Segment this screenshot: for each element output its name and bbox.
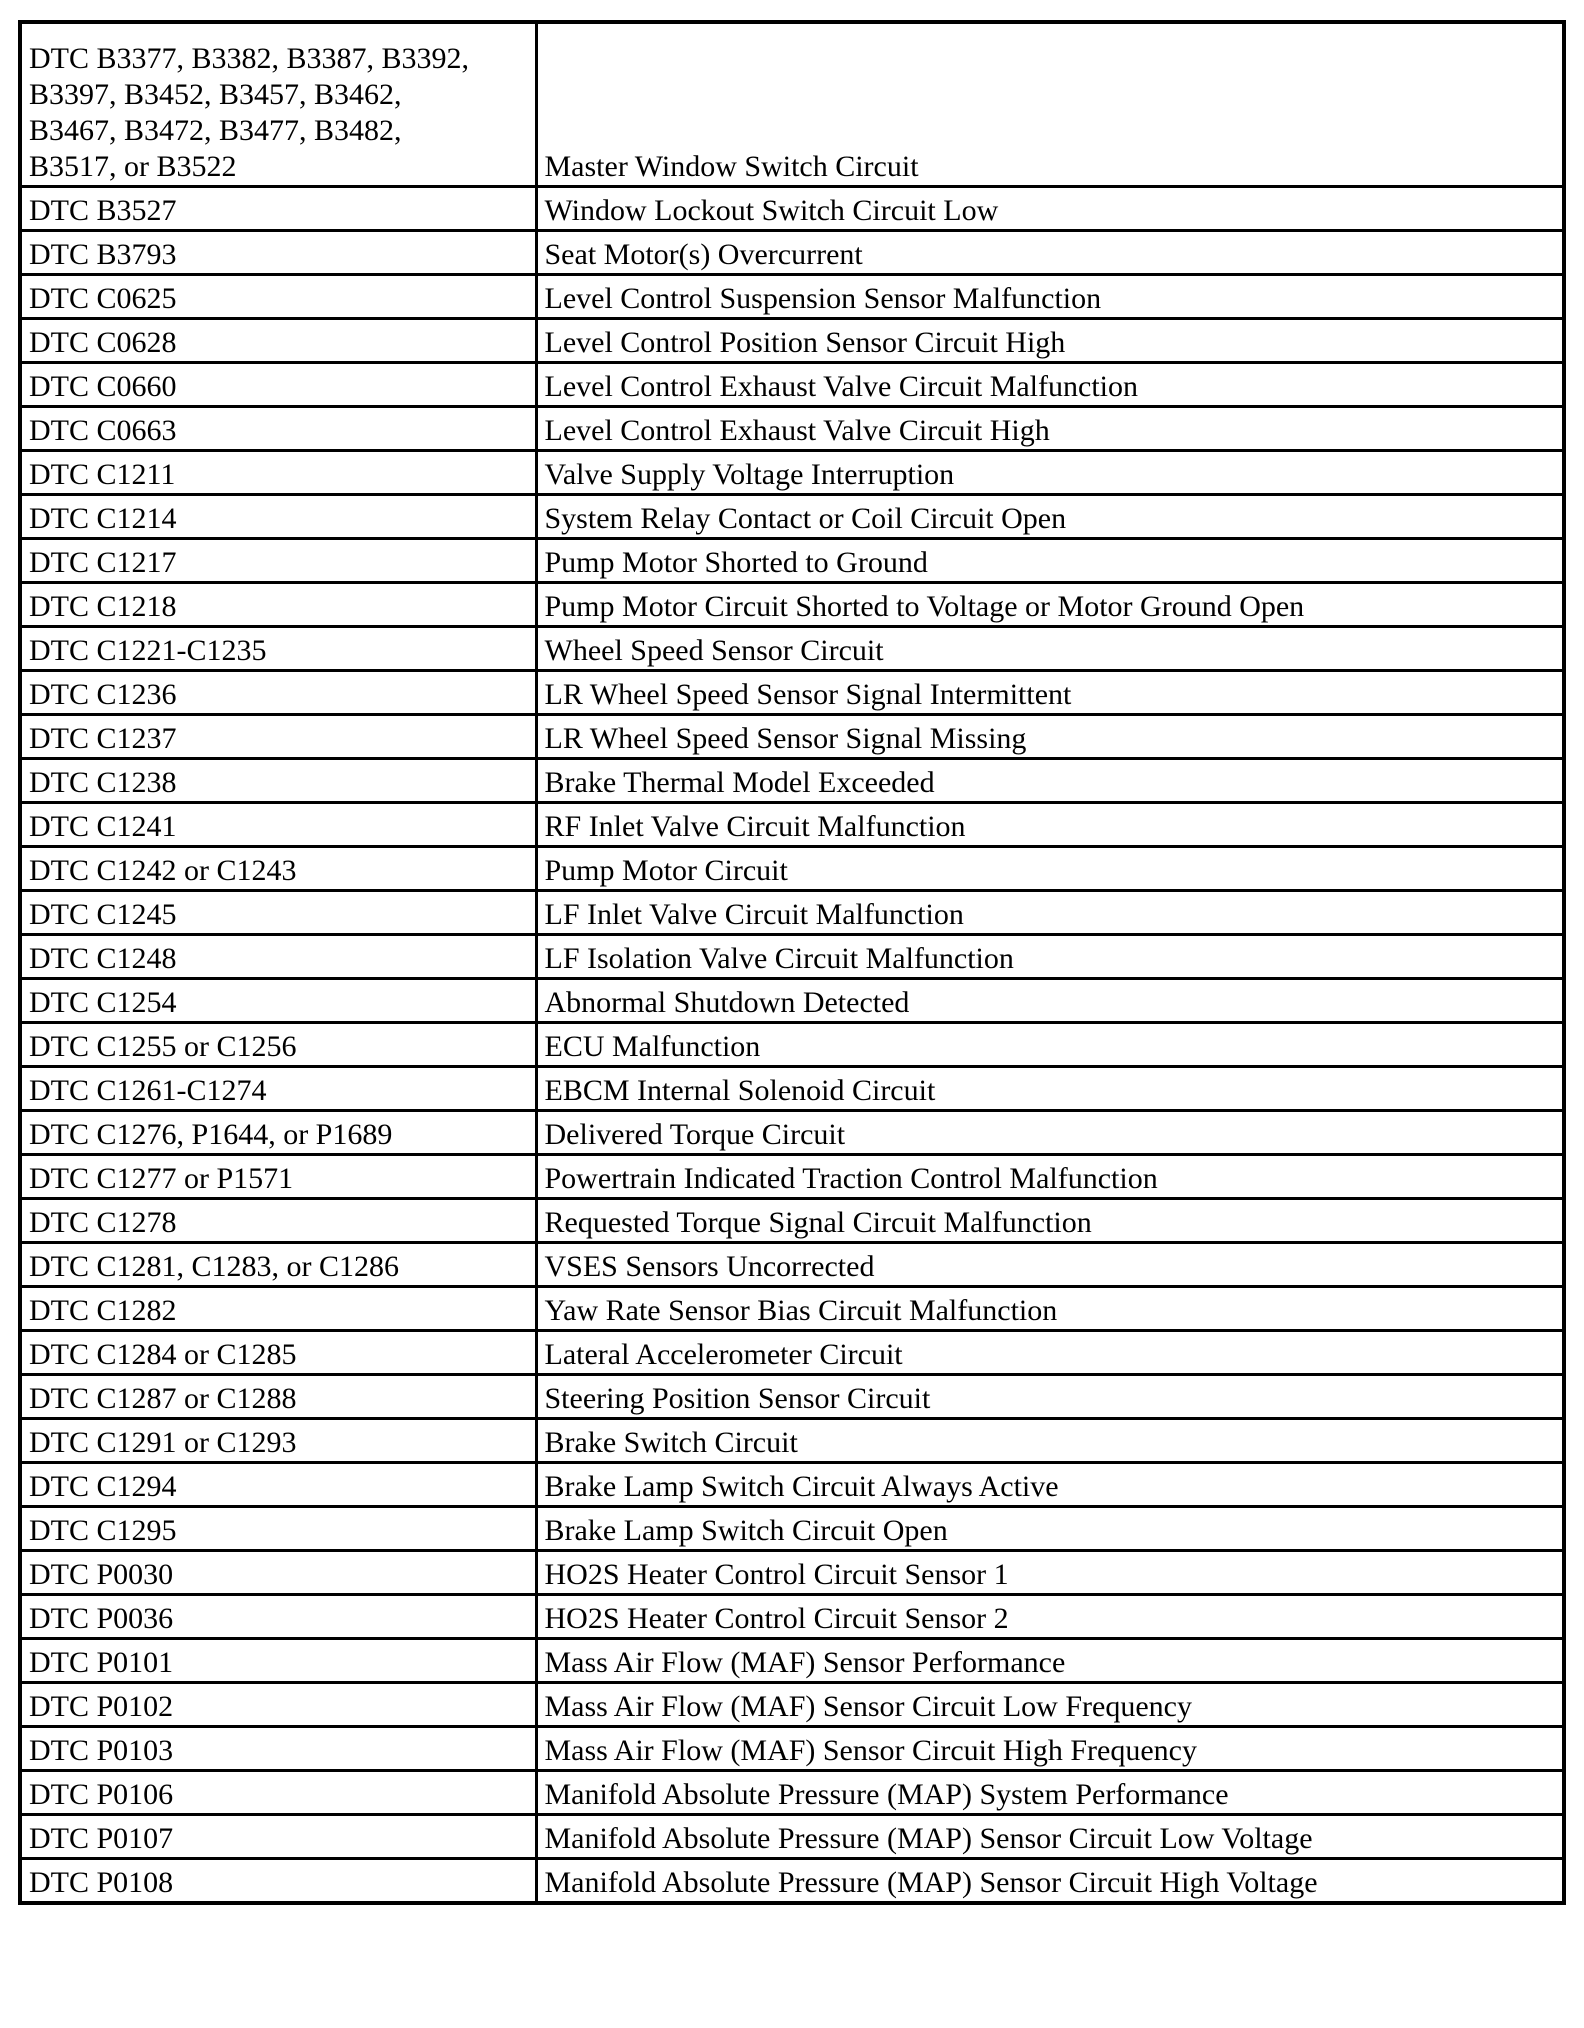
table-row	[20, 583, 1564, 627]
dtc-description-cell: LF Inlet Valve Circuit Malfunction	[536, 891, 1564, 935]
dtc-description-cell: Level Control Suspension Sensor Malfunction	[536, 275, 1564, 319]
dtc-code-cell: DTC C1238	[20, 759, 536, 803]
table-row	[20, 1023, 1564, 1067]
dtc-description-cell: Powertrain Indicated Traction Control Malfunction	[536, 1155, 1564, 1199]
table-row	[20, 1331, 1564, 1375]
table-row	[20, 1771, 1564, 1815]
dtc-code-cell: DTC C1261-C1274	[20, 1067, 536, 1111]
dtc-code-cell: DTC P0103	[20, 1727, 536, 1771]
dtc-description-cell: Manifold Absolute Pressure (MAP) Sensor Circuit High Voltage	[536, 1859, 1564, 1904]
dtc-code-cell: DTC C1221-C1235	[20, 627, 536, 671]
dtc-description-cell: LR Wheel Speed Sensor Signal Intermittent	[536, 671, 1564, 715]
dtc-code-cell: DTC C0625	[20, 275, 536, 319]
table-row	[20, 891, 1564, 935]
dtc-description-cell: Mass Air Flow (MAF) Sensor Performance	[536, 1639, 1564, 1683]
dtc-description-cell: Pump Motor Circuit Shorted to Voltage or Motor Ground Open	[536, 583, 1564, 627]
dtc-code-cell: DTC C1217	[20, 539, 536, 583]
dtc-description-cell: Valve Supply Voltage Interruption	[536, 451, 1564, 495]
dtc-code-cell: DTC C1218	[20, 583, 536, 627]
dtc-code-line: DTC B3377, B3382, B3387, B3392,	[29, 42, 470, 75]
dtc-description-cell: Steering Position Sensor Circuit	[536, 1375, 1564, 1419]
table-row	[20, 187, 1564, 231]
dtc-description-cell: Seat Motor(s) Overcurrent	[536, 231, 1564, 275]
dtc-code-cell: DTC B3527	[20, 187, 536, 231]
dtc-code-cell: DTC P0030	[20, 1551, 536, 1595]
table-row	[20, 935, 1564, 979]
dtc-code-cell: DTC C1276, P1644, or P1689	[20, 1111, 536, 1155]
dtc-description-cell: VSES Sensors Uncorrected	[536, 1243, 1564, 1287]
dtc-description-cell: Wheel Speed Sensor Circuit	[536, 627, 1564, 671]
dtc-description-cell: Mass Air Flow (MAF) Sensor Circuit Low Frequency	[536, 1683, 1564, 1727]
table-row	[20, 715, 1564, 759]
dtc-description-cell: Delivered Torque Circuit	[536, 1111, 1564, 1155]
table-row	[20, 319, 1564, 363]
table-row	[20, 1375, 1564, 1419]
dtc-code-cell: DTC C1237	[20, 715, 536, 759]
dtc-code-cell: DTC C1277 or P1571	[20, 1155, 536, 1199]
dtc-description-cell: System Relay Contact or Coil Circuit Open	[536, 495, 1564, 539]
table-row	[20, 1595, 1564, 1639]
dtc-description-cell: Pump Motor Circuit	[536, 847, 1564, 891]
dtc-description-cell: Abnormal Shutdown Detected	[536, 979, 1564, 1023]
table-row	[20, 759, 1564, 803]
dtc-code-cell: DTC P0107	[20, 1815, 536, 1859]
dtc-code-cell: DTC C1254	[20, 979, 536, 1023]
dtc-description-cell: Master Window Switch Circuit	[536, 22, 1564, 187]
dtc-code-cell: DTC P0036	[20, 1595, 536, 1639]
table-row	[20, 495, 1564, 539]
table-row	[20, 1551, 1564, 1595]
dtc-code-cell: DTC C1245	[20, 891, 536, 935]
dtc-description-cell: ECU Malfunction	[536, 1023, 1564, 1067]
table-row	[20, 1463, 1564, 1507]
dtc-description-cell: Brake Thermal Model Exceeded	[536, 759, 1564, 803]
dtc-code-cell: DTC C1287 or C1288	[20, 1375, 536, 1419]
dtc-code-cell: DTC C1282	[20, 1287, 536, 1331]
dtc-description-cell: Manifold Absolute Pressure (MAP) System Performance	[536, 1771, 1564, 1815]
dtc-code-cell: DTC C0660	[20, 363, 536, 407]
dtc-code-cell: DTC C1294	[20, 1463, 536, 1507]
table-row	[20, 1155, 1564, 1199]
dtc-code-cell: DTC B3793	[20, 231, 536, 275]
table-row	[20, 1727, 1564, 1771]
table-row	[20, 1419, 1564, 1463]
dtc-description-cell: Mass Air Flow (MAF) Sensor Circuit High Frequency	[536, 1727, 1564, 1771]
dtc-code-cell: DTC C1211	[20, 451, 536, 495]
dtc-description-cell: EBCM Internal Solenoid Circuit	[536, 1067, 1564, 1111]
dtc-description-cell: Brake Lamp Switch Circuit Open	[536, 1507, 1564, 1551]
dtc-description-cell: Level Control Exhaust Valve Circuit High	[536, 407, 1564, 451]
table-row	[20, 231, 1564, 275]
dtc-code-cell: DTC P0102	[20, 1683, 536, 1727]
table-row	[20, 275, 1564, 319]
table-row	[20, 451, 1564, 495]
dtc-description-cell: Manifold Absolute Pressure (MAP) Sensor Circuit Low Voltage	[536, 1815, 1564, 1859]
table-row	[20, 671, 1564, 715]
dtc-description-cell: Yaw Rate Sensor Bias Circuit Malfunction	[536, 1287, 1564, 1331]
dtc-code-cell: DTC C1295	[20, 1507, 536, 1551]
dtc-code-cell: DTC C1248	[20, 935, 536, 979]
dtc-description-cell: Level Control Exhaust Valve Circuit Malfunction	[536, 363, 1564, 407]
dtc-code-cell: DTC C1278	[20, 1199, 536, 1243]
dtc-description-cell: Requested Torque Signal Circuit Malfunction	[536, 1199, 1564, 1243]
dtc-description-cell: HO2S Heater Control Circuit Sensor 1	[536, 1551, 1564, 1595]
dtc-description-cell: LF Isolation Valve Circuit Malfunction	[536, 935, 1564, 979]
dtc-description-cell: Brake Lamp Switch Circuit Always Active	[536, 1463, 1564, 1507]
dtc-code-cell: DTC P0108	[20, 1859, 536, 1904]
table-row	[20, 1287, 1564, 1331]
dtc-code-cell: DTC C1242 or C1243	[20, 847, 536, 891]
dtc-table	[18, 20, 1566, 1905]
table-row	[20, 1507, 1564, 1551]
dtc-code-cell: DTC C1291 or C1293	[20, 1419, 536, 1463]
table-row	[20, 1243, 1564, 1287]
dtc-table-body	[20, 22, 1564, 1903]
table-row	[20, 1859, 1564, 1904]
dtc-description-cell: Pump Motor Shorted to Ground	[536, 539, 1564, 583]
table-row	[20, 22, 1564, 187]
table-row	[20, 1639, 1564, 1683]
table-row	[20, 1199, 1564, 1243]
dtc-code-line: B3517, or B3522	[29, 150, 237, 183]
dtc-description-cell: Level Control Position Sensor Circuit High	[536, 319, 1564, 363]
dtc-code-cell: DTC C0628	[20, 319, 536, 363]
dtc-code-cell: DTC C1284 or C1285	[20, 1331, 536, 1375]
table-row	[20, 803, 1564, 847]
table-row	[20, 539, 1564, 583]
table-row	[20, 1111, 1564, 1155]
dtc-code-cell: DTC C1236	[20, 671, 536, 715]
dtc-code-cell	[20, 22, 536, 187]
dtc-code-line: B3397, B3452, B3457, B3462,	[29, 78, 402, 111]
dtc-code-cell: DTC C0663	[20, 407, 536, 451]
dtc-code-cell: DTC P0101	[20, 1639, 536, 1683]
dtc-description-cell: Brake Switch Circuit	[536, 1419, 1564, 1463]
dtc-description-cell: Window Lockout Switch Circuit Low	[536, 187, 1564, 231]
dtc-code-cell: DTC C1281, C1283, or C1286	[20, 1243, 536, 1287]
table-row	[20, 407, 1564, 451]
dtc-code-line: B3467, B3472, B3477, B3482,	[29, 114, 402, 147]
table-row	[20, 847, 1564, 891]
table-row	[20, 627, 1564, 671]
dtc-code-cell: DTC C1255 or C1256	[20, 1023, 536, 1067]
dtc-description-cell: HO2S Heater Control Circuit Sensor 2	[536, 1595, 1564, 1639]
dtc-code-cell: DTC C1241	[20, 803, 536, 847]
table-row	[20, 1815, 1564, 1859]
dtc-description-cell: LR Wheel Speed Sensor Signal Missing	[536, 715, 1564, 759]
dtc-description-cell: Lateral Accelerometer Circuit	[536, 1331, 1564, 1375]
table-row	[20, 363, 1564, 407]
table-row	[20, 1683, 1564, 1727]
dtc-description-cell: RF Inlet Valve Circuit Malfunction	[536, 803, 1564, 847]
dtc-code-cell: DTC P0106	[20, 1771, 536, 1815]
table-row	[20, 1067, 1564, 1111]
table-row	[20, 979, 1564, 1023]
dtc-code-cell: DTC C1214	[20, 495, 536, 539]
